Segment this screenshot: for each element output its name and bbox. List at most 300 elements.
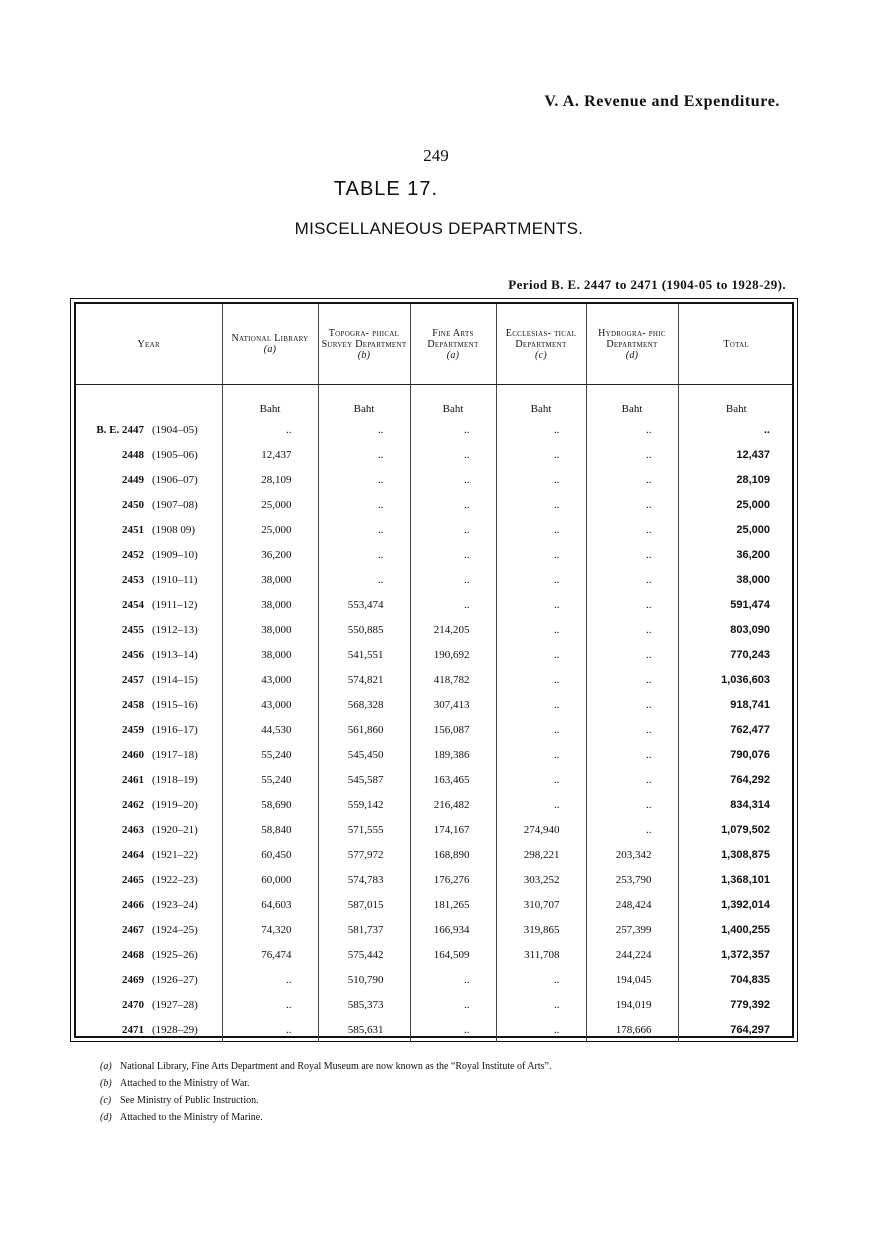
unit-cell: Baht [678, 385, 794, 418]
cell-topographical: .. [318, 517, 410, 542]
unit-cell: Baht [222, 385, 318, 418]
cell-topographical: 545,587 [318, 767, 410, 792]
cell-ecclesiastical: .. [496, 717, 586, 742]
cell-ecclesiastical: 298,221 [496, 842, 586, 867]
year-span: (1904–05) [152, 423, 198, 436]
cell-year [76, 467, 222, 492]
cell-total: 764,297 [678, 1017, 794, 1042]
cell-total: 764,292 [678, 767, 794, 792]
cell-total: 770,243 [678, 642, 794, 667]
year-span: (1910–11) [152, 573, 198, 586]
cell-total: 834,314 [678, 792, 794, 817]
year-code: 2458 [122, 698, 144, 711]
cell-fine-arts: 166,934 [410, 917, 496, 942]
header-topographical [318, 304, 410, 385]
cell-total: 36,200 [678, 542, 794, 567]
cell-year [76, 817, 222, 842]
year-span: (1905–06) [152, 448, 198, 461]
year-code: 2467 [122, 923, 144, 936]
cell-ecclesiastical: .. [496, 467, 586, 492]
table-row [76, 942, 794, 967]
cell-topographical: 553,474 [318, 592, 410, 617]
cell-total: 803,090 [678, 617, 794, 642]
cell-ecclesiastical: 274,940 [496, 817, 586, 842]
year-code: 2464 [122, 848, 144, 861]
cell-fine-arts: .. [410, 417, 496, 442]
section-title: V. A. Revenue and Expenditure. [544, 93, 780, 110]
header-hydrographic [586, 304, 678, 385]
footnote-mark: (b) [100, 1078, 112, 1089]
footnote-mark: (d) [100, 1112, 112, 1123]
cell-national-library: 38,000 [222, 592, 318, 617]
year-code: 2453 [122, 573, 144, 586]
cell-topographical: 585,631 [318, 1017, 410, 1042]
header-fine-arts-label: Fine Arts Department [427, 327, 479, 350]
cell-topographical: 550,885 [318, 617, 410, 642]
cell-hydrographic: 257,399 [586, 917, 678, 942]
year-code: 2457 [122, 673, 144, 686]
cell-hydrographic: 203,342 [586, 842, 678, 867]
cell-year [76, 742, 222, 767]
cell-hydrographic: .. [586, 717, 678, 742]
cell-year [76, 967, 222, 992]
header-year [76, 304, 222, 385]
year-code: 2459 [122, 723, 144, 736]
table-row [76, 542, 794, 567]
cell-topographical: 541,551 [318, 642, 410, 667]
cell-national-library: 55,240 [222, 742, 318, 767]
header-fine-arts-note: (a) [446, 349, 460, 361]
cell-hydrographic: .. [586, 642, 678, 667]
cell-total: 790,076 [678, 742, 794, 767]
table-row [76, 967, 794, 992]
year-span: (1917–18) [152, 748, 198, 761]
cell-year [76, 492, 222, 517]
footnotes [100, 1058, 551, 1126]
header-topographical-note: (b) [357, 349, 371, 361]
cell-ecclesiastical: .. [496, 992, 586, 1017]
cell-fine-arts: .. [410, 992, 496, 1017]
cell-hydrographic: .. [586, 542, 678, 567]
year-span: (1914–15) [152, 673, 198, 686]
cell-hydrographic: .. [586, 417, 678, 442]
year-code: 2450 [122, 498, 144, 511]
cell-year [76, 1017, 222, 1042]
cell-ecclesiastical: 311,708 [496, 942, 586, 967]
cell-national-library: 38,000 [222, 617, 318, 642]
year-code: 2469 [122, 973, 144, 986]
header-ecclesiastical-note: (c) [535, 349, 547, 361]
cell-hydrographic: .. [586, 492, 678, 517]
table-frame [70, 298, 798, 1042]
footnote-mark: (c) [100, 1095, 112, 1106]
cell-topographical: 585,373 [318, 992, 410, 1017]
cell-hydrographic: .. [586, 792, 678, 817]
table-row [76, 692, 794, 717]
year-span: (1926–27) [152, 973, 198, 986]
table-row [76, 842, 794, 867]
cell-hydrographic: 178,666 [586, 1017, 678, 1042]
table-row [76, 867, 794, 892]
cell-national-library: 43,000 [222, 667, 318, 692]
unit-cell: Baht [318, 385, 410, 418]
cell-ecclesiastical: .. [496, 742, 586, 767]
cell-total: 762,477 [678, 717, 794, 742]
cell-total: 1,372,357 [678, 942, 794, 967]
year-span: (1925–26) [152, 948, 198, 961]
year-span: (1915–16) [152, 698, 198, 711]
cell-total: 591,474 [678, 592, 794, 617]
year-span: (1920–21) [152, 823, 198, 836]
cell-topographical: .. [318, 542, 410, 567]
table-row [76, 592, 794, 617]
cell-total: 38,000 [678, 567, 794, 592]
year-code: 2466 [122, 898, 144, 911]
cell-total: 1,368,101 [678, 867, 794, 892]
table-row [76, 442, 794, 467]
header-year-label: Year [137, 338, 160, 350]
year-span: (1908 09) [152, 523, 196, 536]
header-row [76, 304, 794, 385]
cell-topographical: .. [318, 417, 410, 442]
year-span: (1906–07) [152, 473, 198, 486]
header-hydrographic-label: Hydrogra- phic Department [598, 327, 666, 350]
footnote [100, 1092, 551, 1109]
cell-fine-arts: 214,205 [410, 617, 496, 642]
cell-hydrographic: .. [586, 592, 678, 617]
cell-national-library: 76,474 [222, 942, 318, 967]
year-code: 2456 [122, 648, 144, 661]
cell-ecclesiastical: 310,707 [496, 892, 586, 917]
year-span: (1928–29) [152, 1023, 198, 1036]
header-total [678, 304, 794, 385]
cell-hydrographic: .. [586, 667, 678, 692]
cell-ecclesiastical: .. [496, 592, 586, 617]
table-row [76, 617, 794, 642]
table-row [76, 992, 794, 1017]
table-inner-border [74, 302, 794, 1038]
footnote-text: National Library, Fine Arts Department and Royal Museum are now known as the “Royal Institute of Arts”. [120, 1061, 552, 1072]
year-code: 2460 [122, 748, 144, 761]
footnote-text: See Ministry of Public Instruction. [120, 1095, 259, 1106]
cell-fine-arts: .. [410, 1017, 496, 1042]
cell-national-library: .. [222, 1017, 318, 1042]
table-row [76, 642, 794, 667]
cell-year [76, 642, 222, 667]
cell-hydrographic: .. [586, 617, 678, 642]
table-row [76, 742, 794, 767]
cell-national-library: .. [222, 967, 318, 992]
header-ecclesiastical-label: Ecclesias- tical Department [505, 327, 577, 350]
year-span: (1923–24) [152, 898, 198, 911]
year-code: 2452 [122, 548, 144, 561]
cell-fine-arts: 216,482 [410, 792, 496, 817]
cell-ecclesiastical: .. [496, 667, 586, 692]
cell-total: 918,741 [678, 692, 794, 717]
year-span: (1907–08) [152, 498, 198, 511]
cell-year [76, 592, 222, 617]
table-body [76, 385, 794, 1043]
cell-fine-arts: 176,276 [410, 867, 496, 892]
cell-national-library: 58,690 [222, 792, 318, 817]
cell-total: 25,000 [678, 517, 794, 542]
year-span: (1909–10) [152, 548, 198, 561]
year-span: (1918–19) [152, 773, 198, 786]
cell-year [76, 442, 222, 467]
cell-topographical: 574,821 [318, 667, 410, 692]
table-row [76, 767, 794, 792]
year-code: 2471 [122, 1023, 144, 1036]
cell-fine-arts: 190,692 [410, 642, 496, 667]
cell-ecclesiastical: .. [496, 1017, 586, 1042]
footnote-text: Attached to the Ministry of Marine. [120, 1112, 263, 1123]
cell-fine-arts: .. [410, 592, 496, 617]
cell-topographical: .. [318, 567, 410, 592]
unit-cell: Baht [586, 385, 678, 418]
year-code: 2461 [122, 773, 144, 786]
cell-ecclesiastical: .. [496, 767, 586, 792]
year-span: (1921–22) [152, 848, 198, 861]
table-row [76, 792, 794, 817]
table-row [76, 567, 794, 592]
cell-total: 1,392,014 [678, 892, 794, 917]
year-code: 2448 [122, 448, 144, 461]
footnote [100, 1109, 551, 1126]
year-code: 2451 [122, 523, 144, 536]
header-national-library [222, 304, 318, 385]
header-total-label: Total [723, 338, 750, 350]
cell-topographical: 510,790 [318, 967, 410, 992]
year-span: (1911–12) [152, 598, 198, 611]
cell-topographical: 581,737 [318, 917, 410, 942]
cell-year [76, 517, 222, 542]
footnote-mark: (a) [100, 1061, 112, 1072]
cell-fine-arts: .. [410, 442, 496, 467]
table-row [76, 917, 794, 942]
cell-national-library: 12,437 [222, 442, 318, 467]
cell-fine-arts: 181,265 [410, 892, 496, 917]
cell-fine-arts: 174,167 [410, 817, 496, 842]
cell-hydrographic: .. [586, 692, 678, 717]
cell-topographical: 559,142 [318, 792, 410, 817]
year-code: 2470 [122, 998, 144, 1011]
cell-topographical: 575,442 [318, 942, 410, 967]
year-span: (1927–28) [152, 998, 198, 1011]
year-code: 2454 [122, 598, 144, 611]
cell-hydrographic: 194,019 [586, 992, 678, 1017]
table-row [76, 667, 794, 692]
year-span: (1919–20) [152, 798, 198, 811]
footnote [100, 1058, 551, 1075]
cell-national-library: 60,450 [222, 842, 318, 867]
cell-hydrographic: 194,045 [586, 967, 678, 992]
cell-year [76, 917, 222, 942]
year-code: 2465 [122, 873, 144, 886]
cell-hydrographic: .. [586, 517, 678, 542]
cell-year [76, 567, 222, 592]
cell-ecclesiastical: 303,252 [496, 867, 586, 892]
header-national-library-note: (a) [263, 344, 277, 355]
cell-fine-arts: 307,413 [410, 692, 496, 717]
cell-fine-arts: .. [410, 542, 496, 567]
year-span: (1922–23) [152, 873, 198, 886]
cell-total: 1,079,502 [678, 817, 794, 842]
cell-national-library: 25,000 [222, 492, 318, 517]
cell-fine-arts: 418,782 [410, 667, 496, 692]
cell-hydrographic: 248,424 [586, 892, 678, 917]
cell-year [76, 867, 222, 892]
cell-year [76, 617, 222, 642]
cell-topographical: 577,972 [318, 842, 410, 867]
cell-year [76, 417, 222, 442]
table-title: TABLE 17. [333, 178, 439, 200]
header-fine-arts [410, 304, 496, 385]
cell-national-library: 38,000 [222, 642, 318, 667]
departments-table [76, 304, 794, 1042]
cell-fine-arts: .. [410, 567, 496, 592]
cell-total: 25,000 [678, 492, 794, 517]
cell-ecclesiastical: .. [496, 792, 586, 817]
cell-year [76, 942, 222, 967]
cell-ecclesiastical: .. [496, 567, 586, 592]
cell-ecclesiastical: .. [496, 967, 586, 992]
cell-topographical: .. [318, 492, 410, 517]
cell-year [76, 842, 222, 867]
cell-ecclesiastical: 319,865 [496, 917, 586, 942]
cell-national-library: 58,840 [222, 817, 318, 842]
cell-topographical: 568,328 [318, 692, 410, 717]
cell-total: 779,392 [678, 992, 794, 1017]
table-row [76, 717, 794, 742]
cell-total: 1,036,603 [678, 667, 794, 692]
table-subtitle: MISCELLANEOUS DEPARTMENTS. [294, 219, 584, 238]
cell-year [76, 992, 222, 1017]
cell-ecclesiastical: .. [496, 492, 586, 517]
cell-ecclesiastical: .. [496, 417, 586, 442]
year-code: 2455 [122, 623, 144, 636]
cell-fine-arts: .. [410, 967, 496, 992]
cell-year [76, 892, 222, 917]
cell-hydrographic: .. [586, 817, 678, 842]
header-national-library-label: National Library [231, 333, 309, 344]
cell-national-library: 36,200 [222, 542, 318, 567]
cell-ecclesiastical: .. [496, 642, 586, 667]
cell-national-library: 60,000 [222, 867, 318, 892]
cell-topographical: .. [318, 467, 410, 492]
cell-ecclesiastical: .. [496, 692, 586, 717]
cell-hydrographic: .. [586, 742, 678, 767]
cell-total: 1,308,875 [678, 842, 794, 867]
header-hydrographic-note: (d) [625, 349, 639, 361]
cell-total: 1,400,255 [678, 917, 794, 942]
cell-ecclesiastical: .. [496, 442, 586, 467]
cell-year [76, 717, 222, 742]
cell-fine-arts: 156,087 [410, 717, 496, 742]
page-number: 249 [423, 146, 449, 165]
cell-topographical: 574,783 [318, 867, 410, 892]
cell-year [76, 792, 222, 817]
cell-hydrographic: .. [586, 442, 678, 467]
cell-fine-arts: .. [410, 517, 496, 542]
table-row [76, 892, 794, 917]
footnote [100, 1075, 551, 1092]
cell-hydrographic: .. [586, 567, 678, 592]
cell-hydrographic: 244,224 [586, 942, 678, 967]
period-caption: Period B. E. 2447 to 2471 (1904-05 to 1928-29). [508, 277, 786, 292]
year-code: 2463 [122, 823, 144, 836]
cell-year [76, 767, 222, 792]
cell-ecclesiastical: .. [496, 542, 586, 567]
footnote-text: Attached to the Ministry of War. [120, 1078, 250, 1089]
table-row [76, 492, 794, 517]
cell-hydrographic: 253,790 [586, 867, 678, 892]
cell-ecclesiastical: .. [496, 517, 586, 542]
cell-total: 704,835 [678, 967, 794, 992]
table-row [76, 417, 794, 442]
unit-cell: Baht [496, 385, 586, 418]
cell-fine-arts: .. [410, 492, 496, 517]
cell-total: 12,437 [678, 442, 794, 467]
year-code: 2449 [122, 473, 144, 486]
cell-year [76, 667, 222, 692]
cell-national-library: 64,603 [222, 892, 318, 917]
table-row [76, 1017, 794, 1042]
unit-year-blank [76, 385, 222, 418]
cell-year [76, 542, 222, 567]
table-row [76, 817, 794, 842]
cell-hydrographic: .. [586, 467, 678, 492]
cell-national-library: .. [222, 992, 318, 1017]
unit-row [76, 385, 794, 418]
cell-national-library: 38,000 [222, 567, 318, 592]
cell-national-library: 43,000 [222, 692, 318, 717]
year-span: (1924–25) [152, 923, 198, 936]
year-span: (1916–17) [152, 723, 198, 736]
cell-national-library: 74,320 [222, 917, 318, 942]
cell-total: .. [678, 417, 794, 442]
cell-topographical: 571,555 [318, 817, 410, 842]
table-row [76, 467, 794, 492]
cell-topographical: .. [318, 442, 410, 467]
year-span: (1912–13) [152, 623, 198, 636]
year-span: (1913–14) [152, 648, 198, 661]
cell-fine-arts: 189,386 [410, 742, 496, 767]
cell-topographical: 561,860 [318, 717, 410, 742]
cell-year [76, 692, 222, 717]
cell-national-library: .. [222, 417, 318, 442]
cell-national-library: 44,530 [222, 717, 318, 742]
cell-national-library: 28,109 [222, 467, 318, 492]
cell-fine-arts: .. [410, 467, 496, 492]
year-code: 2462 [122, 798, 144, 811]
cell-fine-arts: 164,509 [410, 942, 496, 967]
unit-cell: Baht [410, 385, 496, 418]
cell-topographical: 587,015 [318, 892, 410, 917]
cell-hydrographic: .. [586, 767, 678, 792]
header-topographical-label: Topogra- phical Survey Department [321, 327, 407, 350]
table-row [76, 517, 794, 542]
cell-ecclesiastical: .. [496, 617, 586, 642]
cell-total: 28,109 [678, 467, 794, 492]
cell-topographical: 545,450 [318, 742, 410, 767]
header-ecclesiastical [496, 304, 586, 385]
cell-fine-arts: 168,890 [410, 842, 496, 867]
cell-national-library: 25,000 [222, 517, 318, 542]
cell-fine-arts: 163,465 [410, 767, 496, 792]
year-code: B. E. 2447 [96, 423, 144, 436]
cell-national-library: 55,240 [222, 767, 318, 792]
year-code: 2468 [122, 948, 144, 961]
